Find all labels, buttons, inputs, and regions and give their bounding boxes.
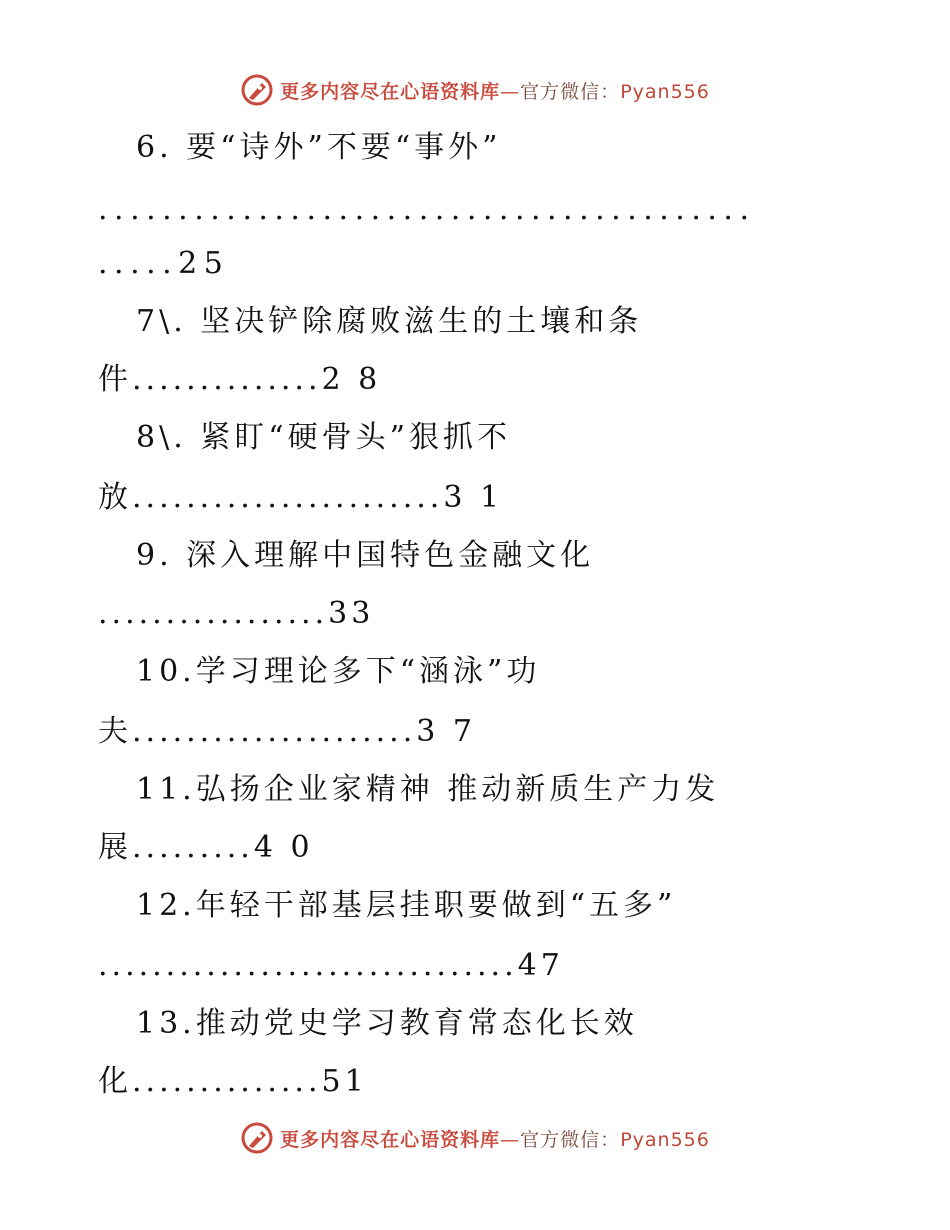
watermark-footer xyxy=(0,1118,950,1158)
watermark-text xyxy=(280,1125,710,1152)
pen-nib-logo-icon xyxy=(240,73,274,107)
watermark-brand: 更多内容尽在心语资料库 xyxy=(280,80,501,103)
watermark-separator: — xyxy=(500,1128,521,1151)
toc-entry-8-title[interactable]: 8\. 紧盯“硬骨头”狠抓不 xyxy=(136,420,511,455)
watermark-separator: — xyxy=(500,80,521,103)
toc-entry-9-page: .................33 xyxy=(98,596,375,631)
toc-entry-11-page: 展.........4 0 xyxy=(98,830,314,865)
watermark-wechat-label: 官方微信： xyxy=(520,1128,621,1151)
watermark-wechat-id: Pyan556 xyxy=(620,80,710,103)
toc-entry-7-title[interactable]: 7\. 坚决铲除腐败滋生的土壤和条 xyxy=(136,304,643,339)
toc-entry-12-page: ...............................47 xyxy=(98,948,564,983)
watermark-text xyxy=(280,77,710,104)
watermark-brand: 更多内容尽在心语资料库 xyxy=(280,1128,501,1151)
toc-entry-12-title[interactable]: 12.年轻干部基层挂职要做到“五多” xyxy=(136,888,677,923)
toc-entry-8-page: 放.......................3 1 xyxy=(98,480,504,515)
watermark-header xyxy=(0,70,950,110)
toc-entry-9-title[interactable]: 9. 深入理解中国特色金融文化 xyxy=(136,538,595,573)
watermark-wechat-id: Pyan556 xyxy=(620,1128,710,1151)
watermark-wechat-label: 官方微信： xyxy=(520,80,621,103)
toc-entry-13-page: 化..............51 xyxy=(98,1064,368,1099)
toc-entry-10-page: 夫.....................3 7 xyxy=(98,714,476,749)
toc-entry-6-page: .....25 xyxy=(98,246,230,281)
pen-nib-logo-icon xyxy=(240,1121,274,1155)
toc-entry-6-title[interactable]: 6. 要“诗外”不要“事外” xyxy=(136,130,502,165)
toc-entry-11-title[interactable]: 11.弘扬企业家精神 推动新质生产力发 xyxy=(136,772,720,807)
toc-entry-7-page: 件..............2 8 xyxy=(98,362,382,397)
toc-entry-6-leader: ......................................... xyxy=(98,192,756,227)
toc-entry-13-title[interactable]: 13.推动党史学习教育常态化长效 xyxy=(136,1006,638,1041)
toc-entry-10-title[interactable]: 10.学习理论多下“涵泳”功 xyxy=(136,654,541,689)
